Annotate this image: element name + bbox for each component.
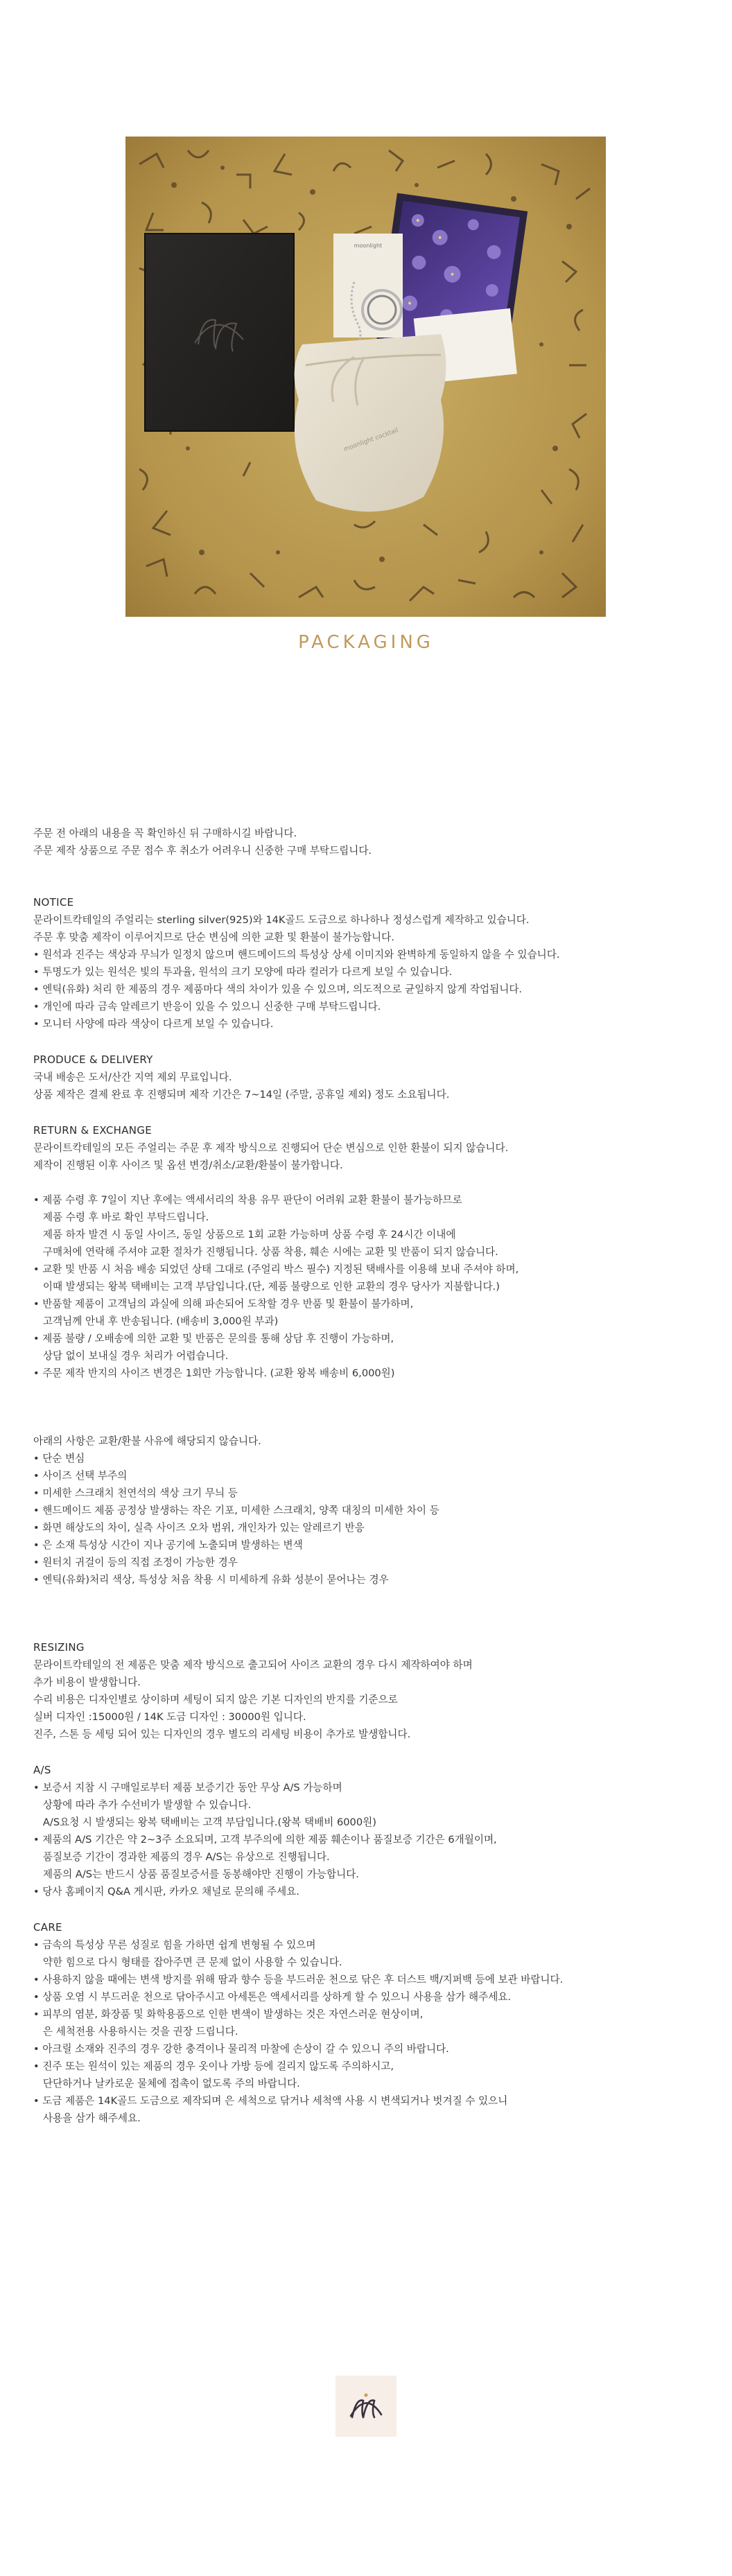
purchase-notice — [33, 825, 699, 2127]
as-line: 제품의 A/S는 반드시 상품 품질보증서를 동봉해야만 진행이 가능합니다. — [33, 1868, 359, 1880]
return-line: • 제품 불량 / 오배송에 의한 교환 및 반품은 문의를 통해 상담 후 진행이 가능하며, — [33, 1333, 394, 1344]
exclusion-item: • 원터치 귀걸이 등의 직접 조정이 가능한 경우 — [33, 1557, 238, 1568]
notice-line: • 엔틱(유화) 처리 한 제품의 경우 제품마다 색의 차이가 있을 수 있으며, 의도적으로 균일하지 않게 작업됩니다. — [33, 983, 523, 995]
care-line: • 금속의 특성상 무른 성질로 힘을 가하면 쉽게 변형될 수 있으며 — [33, 1939, 316, 1951]
pouch-text: moonlight cocktail — [342, 427, 400, 454]
as-line: • 당사 홈페이지 Q&A 게시판, 카카오 채널로 문의해 주세요. — [33, 1886, 299, 1898]
return-line: 제품 수령 후 바로 확인 부탁드립니다. — [33, 1211, 209, 1223]
notice-line: • 모니터 사양에 따라 색상이 다르게 보일 수 있습니다. — [33, 1018, 274, 1030]
exclusion-item: • 핸드메이드 제품 공정상 발생하는 작은 기포, 미세한 스크래치, 양쪽 대칭의 미세한 차이 등 — [33, 1505, 439, 1516]
resizing-line: 수리 비용은 디자인별로 상이하며 세팅이 되지 않은 기본 디자인의 반지를 기준으로 — [33, 1694, 398, 1706]
exclusion-item: • 엔틱(유화)처리 색상, 특성상 처음 착용 시 미세하게 유화 성분이 묻어나는 경우 — [33, 1574, 389, 1586]
care-line: 단단하거나 날카로운 물체에 접촉이 없도록 주의 바랍니다. — [33, 2078, 300, 2089]
packaging-title: PACKAGING — [298, 632, 434, 653]
care-line: • 사용하지 않을 때에는 변색 방지를 위해 땀과 향수 등을 부드러운 천으로 닦은 후 더스트 백/지퍼백 등에 보관 바랍니다. — [33, 1974, 564, 1986]
as-line: A/S요청 시 발생되는 왕복 택배비는 고객 부담입니다.(왕복 택배비 6000원) — [33, 1816, 376, 1828]
return-line: 문라이트칵테일의 모든 주얼리는 주문 후 제작 방식으로 진행되어 단순 변심으로 인한 환불이 되지 않습니다. — [33, 1142, 509, 1154]
return-line: • 주문 제작 반지의 사이즈 변경은 1회만 가능합니다. (교환 왕복 배송비 6,000원) — [33, 1367, 395, 1379]
resizing-line: 진주, 스톤 등 세팅 되어 있는 디자인의 경우 별도의 리세팅 비용이 추가로 발생합니다. — [33, 1728, 411, 1740]
care-section — [33, 1919, 699, 2127]
delivery-section — [33, 1051, 699, 1103]
care-line: • 상품 오염 시 부드러운 천으로 닦아주시고 아세톤은 액세서리를 상하게 할 수 있으니 사용을 삼가 해주세요. — [33, 1991, 512, 2003]
intro-line: 주문 전 아래의 내용을 꼭 확인하신 뒤 구매하시길 바랍니다. — [33, 827, 297, 839]
as-section — [33, 1762, 699, 1900]
resizing-section — [33, 1639, 699, 1743]
packaging-photo-illustration — [125, 137, 606, 617]
resizing-line: 추가 비용이 발생합니다. — [33, 1676, 141, 1688]
return-section — [33, 1122, 699, 1382]
delivery-line: 상품 제작은 결제 완료 후 진행되며 제작 기간은 7~14일 (주말, 공휴일 제외) 정도 소요됩니다. — [33, 1089, 450, 1101]
exclusions-section — [33, 1432, 699, 1588]
return-line: 제작이 진행된 이후 사이즈 및 옵션 변경/취소/교환/환불이 불가합니다. — [33, 1159, 343, 1171]
notice-line: • 원석과 진주는 색상과 무늬가 일정치 않으며 핸드메이드의 특성상 상세 이미지와 완벽하게 동일하지 않을 수 있습니다. — [33, 949, 560, 961]
as-line: 품질보증 기간이 경과한 제품의 경우 A/S는 유상으로 진행됩니다. — [33, 1851, 330, 1863]
care-heading: CARE — [33, 1921, 62, 1934]
exclusion-item: • 단순 변심 — [33, 1453, 85, 1464]
as-line: 상황에 따라 추가 수선비가 발생할 수 있습니다. — [33, 1799, 252, 1811]
notice-heading: NOTICE — [33, 896, 74, 909]
resizing-heading: RESIZING — [33, 1641, 85, 1654]
notice-line: • 투명도가 있는 원석은 빛의 투과율, 원석의 크기 모양에 따라 컬러가 다르게 보일 수 있습니다. — [33, 966, 453, 978]
care-line: 사용을 삼가 해주세요. — [33, 2112, 141, 2124]
return-line: • 교환 및 반품 시 처음 배송 되었던 상태 그대로 (주얼리 박스 필수) 지정된 택배사를 이용해 보내 주셔야 하며, — [33, 1263, 519, 1275]
exclusion-item: • 화면 해상도의 차이, 실측 사이즈 오차 범위, 개인차가 있는 알레르기 반응 — [33, 1522, 365, 1534]
notice-line: • 개인에 따라 금속 알레르기 반응이 있을 수 있으니 신중한 구매 부탁드립니다. — [33, 1001, 381, 1013]
care-line: • 도금 제품은 14K골드 도금으로 제작되며 은 세척으로 닦거나 세척액 사용 시 변색되거나 벗겨질 수 있으니 — [33, 2095, 508, 2107]
notice-section — [33, 894, 699, 1033]
notice-line: 문라이트칵테일의 주얼리는 sterling silver(925)와 14K골드 도금으로 하나하나 정성스럽게 제작하고 있습니다. — [33, 914, 530, 926]
care-line: • 아크릴 소재와 진주의 경우 강한 충격이나 물리적 마찰에 손상이 갈 수 있으니 주의 바랍니다. — [33, 2043, 449, 2055]
exclusion-item: • 미세한 스크래치 천연석의 색상 크기 무늬 등 — [33, 1487, 238, 1499]
return-line: 제품 하자 발견 시 동일 사이즈, 동일 상품으로 1회 교환 가능하며 상품 수령 후 24시간 이내에 — [33, 1229, 456, 1241]
care-line: • 진주 또는 원석이 있는 제품의 경우 옷이나 가방 등에 걸리지 않도록 주의하시고, — [33, 2060, 394, 2072]
return-line: 상담 없이 보내실 경우 처리가 어렵습니다. — [33, 1350, 229, 1362]
care-line: 약한 힘으로 다시 형태를 잡아주면 큰 문제 없이 사용할 수 있습니다. — [33, 1956, 342, 1968]
exclusion-item: • 은 소재 특성상 시간이 지나 공기에 노출되며 발생하는 변색 — [33, 1539, 303, 1551]
intro-line: 주문 제작 상품으로 주문 접수 후 취소가 어려우니 신중한 구매 부탁드립니다. — [33, 845, 372, 857]
delivery-line: 국내 배송은 도서/산간 지역 제외 무료입니다. — [33, 1071, 232, 1083]
return-heading: RETURN & EXCHANGE — [33, 1124, 152, 1137]
care-line: 은 세척전용 사용하시는 것을 권장 드립니다. — [33, 2026, 238, 2038]
return-line: 고객님께 안내 후 반송됩니다. (배송비 3,000원 부과) — [33, 1315, 279, 1327]
as-line: • 보증서 지참 시 구매일로부터 제품 보증기간 동안 무상 A/S 가능하며 — [33, 1782, 342, 1794]
return-line: 이때 발생되는 왕복 택배비는 고객 부담입니다.(단, 제품 불량으로 인한 교환의 경우 당사가 지불합니다.) — [33, 1281, 500, 1293]
return-line: • 반품할 제품이 고객님의 과실에 의해 파손되어 도착할 경우 반품 및 환불이 불가하며, — [33, 1298, 414, 1310]
card-text: moonlight — [354, 243, 383, 249]
resizing-line: 문라이트칵테일의 전 제품은 맞춤 제작 방식으로 출고되어 사이즈 교환의 경우 다시 제작하여야 하며 — [33, 1659, 473, 1671]
delivery-heading: PRODUCE & DELIVERY — [33, 1053, 153, 1066]
return-line: • 제품 수령 후 7일이 지난 후에는 액세서리의 착용 유무 판단이 어려워 교환 환불이 불가능하므로 — [33, 1194, 462, 1206]
as-line: • 제품의 A/S 기간은 약 2~3주 소요되며, 고객 부주의에 의한 제품 훼손이나 품질보증 기간은 6개월이며, — [33, 1834, 497, 1846]
resizing-line: 실버 디자인 :15000원 / 14K 도금 디자인 : 30000원 입니다. — [33, 1711, 306, 1723]
intro-block — [33, 825, 699, 859]
return-line: 구매처에 연락해 주셔야 교환 절차가 진행됩니다. 상품 착용, 훼손 시에는 교환 및 반품이 되지 않습니다. — [33, 1246, 498, 1258]
exclusion-item: • 사이즈 선택 부주의 — [33, 1470, 128, 1482]
as-heading: A/S — [33, 1764, 51, 1776]
brand-logo-icon — [336, 2376, 397, 2437]
packaging-photo — [125, 137, 606, 617]
notice-line: 주문 후 맞춤 제작이 이루어지므로 단순 변심에 의한 교환 및 환불이 불가능합니다. — [33, 931, 394, 943]
care-line: • 피부의 염분, 화장품 및 화학용품으로 인한 변색이 발생하는 것은 자연스러운 현상이며, — [33, 2008, 424, 2020]
exclusions-intro: 아래의 사항은 교환/환불 사유에 해당되지 않습니다. — [33, 1435, 261, 1447]
